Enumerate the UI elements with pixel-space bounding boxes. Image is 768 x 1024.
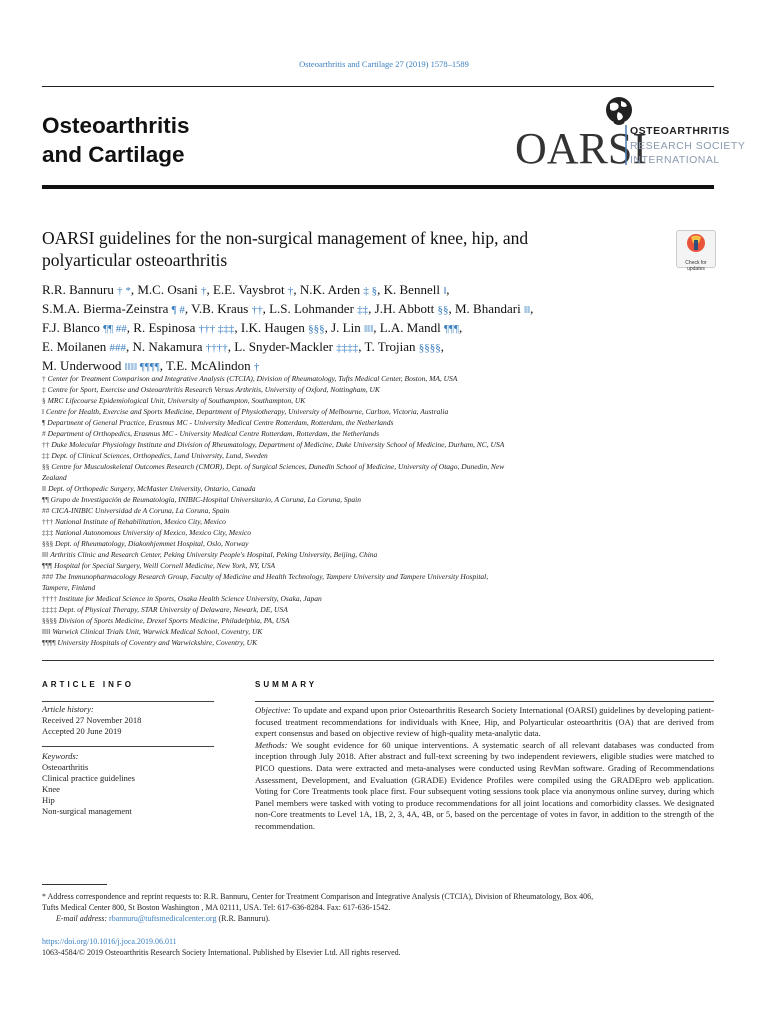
affiliation-marker[interactable]: §§ xyxy=(437,304,449,316)
author-name: , V.B. Kraus xyxy=(184,301,252,316)
methods-text: We sought evidence for 60 unique interventions. A systematic search of all relevant databases was conducted from inception through July 2018. After abstract and full-text screening by two independent reviewers, eligible studies were matched to PICO questions. Data were extracted and meta-analyses were conducted using RevMan software. Grading of Recommendations Assessment, Development, and Evaluation (GRADE) Evidence Profiles were compiled using the GRADEpro web application. Voting for Core Treatments took place first. Four subsequent voting sessions took place via anonymous online survey, during which Panel members were tasked with voting to produce recommendations for all joint locations and comorbidity classes. We designated non-Core treatments to Level 1A, 1B, 2, 3, 4A, 4B, or 5, based on the percentage of votes in favor, in addition to the strength of the recommendation. xyxy=(255,739,714,831)
affiliation-marker[interactable]: † xyxy=(287,285,294,297)
article-title-line1: OARSI guidelines for the non-surgical management of knee, hip, and xyxy=(42,228,529,248)
affiliation-marker: ‖‖ xyxy=(42,484,49,493)
affiliation-marker[interactable]: ‖‖ xyxy=(523,304,531,316)
logo-line3: INTERNATIONAL xyxy=(630,154,720,166)
author-name: F.J. Blanco xyxy=(42,320,104,335)
affiliation-text: Dept. of Clinical Sciences, Orthopedics, Lund University, Lund, Sweden xyxy=(51,451,268,460)
email-label: E-mail address: xyxy=(56,914,108,923)
affiliation-item xyxy=(42,527,622,538)
affiliation-item xyxy=(42,538,622,549)
affiliation-item xyxy=(42,560,622,571)
affiliation-marker[interactable]: §§§§ xyxy=(418,342,441,354)
affiliation-text: Centre for Musculoskeletal Outcomes Research (CMOR), Dept. of Surgical Sciences, Dunedin School of Medicine, University of Otago, Dunedin, New xyxy=(51,462,505,471)
affiliation-marker: # xyxy=(42,429,48,438)
header-rule xyxy=(42,86,714,87)
keywords-block xyxy=(42,751,135,817)
author-name: , J.H. Abbott xyxy=(368,301,438,316)
affiliation-item xyxy=(42,461,622,472)
keyword: Clinical practice guidelines xyxy=(42,773,135,783)
affiliation-text: Department of General Practice, Erasmus MC - University Medical Centre Rotterdam, Rotterdam, the Netherlands xyxy=(47,418,394,427)
author-name: R.R. Bannuru xyxy=(42,282,118,297)
crossmark-line1: Check for xyxy=(685,260,707,266)
author-name: S.M.A. Bierma-Zeinstra xyxy=(42,301,172,316)
affiliation-text: Arthritis Clinic and Research Center, Peking University People's Hospital, Peking University, Beijing, China xyxy=(50,550,378,559)
journal-title xyxy=(42,111,190,169)
objective-paragraph xyxy=(255,705,714,740)
keyword: Knee xyxy=(42,784,60,794)
affiliation-marker: ¶ xyxy=(42,418,48,427)
author-name: , T.E. McAlindon xyxy=(159,358,254,373)
affiliation-item xyxy=(42,604,622,615)
section-rule xyxy=(42,660,714,661)
author-name: M. Underwood xyxy=(42,358,125,373)
journal-citation: Osteoarthritis and Cartilage 27 (2019) 1578–1589 xyxy=(299,59,469,69)
methods-paragraph xyxy=(255,740,714,833)
affiliation-marker: ‖ xyxy=(42,407,46,416)
author-name: , M.C. Osani xyxy=(130,282,201,297)
author-line xyxy=(42,338,682,357)
author-name: , xyxy=(458,320,463,335)
affiliation-text: Grupo de Investigación de Reumatología, INIBIC-Hospital Universitario, A Coruna, La Coruna, Spain xyxy=(50,495,362,504)
affiliation-text: Center for Treatment Comparison and Integrative Analysis (CTCIA), Division of Rheumatology, Tufts Medical Center, Boston, MA, USA xyxy=(47,374,458,383)
article-info-heading: ARTICLE INFO xyxy=(42,680,134,689)
article-history xyxy=(42,704,141,737)
affiliation-text: University Hospitals of Coventry and Warwickshire, Coventry, UK xyxy=(57,638,258,647)
affiliation-item xyxy=(42,483,622,494)
affiliation-marker: §§§ xyxy=(42,539,56,548)
received-date: Received 27 November 2018 xyxy=(42,715,142,725)
affiliation-marker[interactable]: ‡‡ xyxy=(357,304,369,316)
check-for-updates-button[interactable] xyxy=(676,230,716,272)
affiliation-item xyxy=(42,505,622,516)
footnote-line2: Tufts Medical Center 800, St Boston Washington , MA 02111, USA. Tel: 617-636-8284. Fax: 617-636-1542. xyxy=(42,903,391,912)
objective-label: Objective: xyxy=(255,705,291,715)
footnote-rule xyxy=(42,884,107,885)
author-list xyxy=(42,281,682,376)
keyword: Non-surgical management xyxy=(42,806,132,816)
affiliations-list xyxy=(42,373,622,648)
affiliation-item xyxy=(42,406,622,417)
affiliation-text: Hospital for Special Surgery, Weill Cornell Medicine, New York, NY, USA xyxy=(54,561,276,570)
author-name: , L.S. Lohmander xyxy=(262,301,358,316)
summary-rule xyxy=(255,701,714,702)
affiliation-text: The Immunopharmacology Research Group, Faculty of Medicine and Health Technology, Tampere University and Tampere University Hospital, xyxy=(55,572,489,581)
author-name: E. Moilanen xyxy=(42,339,110,354)
affiliation-text: Warwick Clinical Trials Unit, Warwick Medical School, Coventry, UK xyxy=(52,627,263,636)
affiliation-text: Duke Molecular Physiology Institute and Division of Rheumatology, Department of Medicine, Duke University School of Medicine, Durham, NC, USA xyxy=(51,440,505,449)
affiliation-text: National Institute of Rehabilitation, Mexico City, Mexico xyxy=(55,517,226,526)
methods-label: Methods: xyxy=(255,739,288,750)
affiliation-text: Division of Sports Medicine, Drexel Sports Medicine, Philadelphia, PA, USA xyxy=(58,616,290,625)
affiliation-text: Department of Orthopedics, Erasmus MC - University Medical Centre Rotterdam, Rotterdam, the Netherlands xyxy=(47,429,380,438)
affiliation-item xyxy=(42,472,622,483)
affiliation-marker[interactable]: † xyxy=(200,285,207,297)
affiliation-item xyxy=(42,549,622,560)
affiliation-marker: § xyxy=(42,396,48,405)
author-name: , T. Trojian xyxy=(358,339,419,354)
affiliation-marker[interactable]: † xyxy=(253,361,260,373)
affiliation-marker: §§ xyxy=(42,462,52,471)
author-name: , N. Nakamura xyxy=(126,339,206,354)
affiliation-item xyxy=(42,516,622,527)
affiliation-marker: ## xyxy=(42,506,52,515)
affiliation-marker: † xyxy=(42,374,48,383)
author-name: , N.K. Arden xyxy=(293,282,364,297)
article-info-rule xyxy=(42,701,214,702)
affiliation-item xyxy=(42,417,622,428)
affiliation-text: National Autonomous University of Mexico, Mexico City, Mexico xyxy=(55,528,251,537)
affiliation-marker[interactable]: ¶¶ ## xyxy=(103,323,127,335)
author-line xyxy=(42,300,682,319)
author-name: , xyxy=(440,339,445,354)
affiliation-item xyxy=(42,373,622,384)
affiliation-marker[interactable]: † xyxy=(117,285,126,297)
article-title-line2: polyarticular osteoarthritis xyxy=(42,250,228,270)
affiliation-marker[interactable]: †† xyxy=(251,304,263,316)
affiliation-marker: ††† xyxy=(42,517,56,526)
affiliation-text: MRC Lifecourse Epidemiological Unit, University of Southampton, Southampton, UK xyxy=(47,396,306,405)
accepted-date: Accepted 20 June 2019 xyxy=(42,726,122,736)
doi-link[interactable]: https://doi.org/10.1016/j.joca.2019.06.011 xyxy=(42,937,177,946)
affiliation-item xyxy=(42,494,622,505)
history-label: Article history: xyxy=(42,704,94,714)
affiliation-marker[interactable]: ††† ‡‡‡ xyxy=(198,323,235,335)
affiliation-marker: ¶¶ xyxy=(42,495,51,504)
affiliation-marker: ‡‡‡ xyxy=(42,528,56,537)
affiliation-marker[interactable]: §§§ xyxy=(308,323,325,335)
email-suffix: (R.R. Bannuru). xyxy=(216,914,270,923)
affiliation-item xyxy=(42,626,622,637)
affiliation-marker[interactable]: ‖‖‖ xyxy=(363,323,374,335)
crossmark-line2: updates xyxy=(687,266,705,272)
correspondence-footnote xyxy=(42,891,714,924)
affiliation-text: Institute for Medical Science in Sports, Osaka Health Science University, Osaka, Japan xyxy=(58,594,322,603)
summary-text xyxy=(255,705,714,833)
author-name: , K. Bennell xyxy=(377,282,444,297)
affiliation-marker: ¶¶¶¶ xyxy=(42,638,58,647)
affiliation-marker[interactable]: ‡ § xyxy=(363,285,378,297)
author-name: , E.E. Vaysbrot xyxy=(206,282,288,297)
author-line xyxy=(42,319,682,338)
affiliation-item xyxy=(42,439,622,450)
affiliation-marker[interactable]: ### xyxy=(109,342,127,354)
author-name: , xyxy=(446,282,450,297)
affiliation-text: Dept. of Physical Therapy, STAR University of Delaware, Newark, DE, USA xyxy=(58,605,288,614)
affiliation-marker: ‡ xyxy=(42,385,48,394)
affiliation-item xyxy=(42,395,622,406)
author-name: , xyxy=(530,301,534,316)
author-name: , J. Lin xyxy=(324,320,364,335)
keywords-label: Keywords: xyxy=(42,751,79,761)
affiliation-marker[interactable]: * xyxy=(125,285,131,297)
affiliation-marker: ‡‡‡‡ xyxy=(42,605,59,614)
author-name: , I.K. Haugen xyxy=(234,320,309,335)
affiliation-text: Zealand xyxy=(42,473,67,482)
affiliation-text: Centre for Sport, Exercise and Osteoarthritis Research Versus Arthritis, University of Oxford, Nottingham, UK xyxy=(47,385,380,394)
affiliation-marker: §§§§ xyxy=(42,616,59,625)
affiliation-text: Centre for Health, Exercise and Sports Medicine, Department of Physiotherapy, University of Melbourne, Carlton, Victoria, Australia xyxy=(45,407,449,416)
logo-mark: OARSI xyxy=(515,124,648,173)
keyword: Osteoarthritis xyxy=(42,762,89,772)
author-name: , L. Snyder-Mackler xyxy=(227,339,337,354)
affiliation-item xyxy=(42,582,622,593)
affiliation-item xyxy=(42,615,622,626)
affiliation-marker: †† xyxy=(42,440,52,449)
affiliation-marker[interactable]: ‖‖‖‖ ¶¶¶¶ xyxy=(124,361,160,373)
affiliation-marker: ‡‡ xyxy=(42,451,52,460)
affiliation-marker[interactable]: †††† xyxy=(205,342,228,354)
article-title xyxy=(42,227,652,271)
affiliation-item xyxy=(42,450,622,461)
affiliation-marker: ‖‖‖ xyxy=(42,550,51,559)
keyword: Hip xyxy=(42,795,55,805)
affiliation-marker[interactable]: ¶ # xyxy=(171,304,185,316)
author-name: , L.A. Mandl xyxy=(373,320,444,335)
author-line xyxy=(42,281,682,300)
objective-text: To update and expand upon prior Osteoarthritis Research Society International (OARSI) guidelines by developing patient-focused treatment recommendations for individuals with Knee, Hip, and Polyarticular osteoarthritis (OA) that are derived from expert consensus and based on objective review of high-quality meta-analytic data. xyxy=(255,705,714,739)
affiliation-marker: ‖‖‖‖ xyxy=(42,627,53,636)
copyright-line: 1063-4584/© 2019 Osteoarthritis Research Society International. Published by Elsevier Ltd. All rights reserved. xyxy=(42,948,401,957)
affiliation-text: Dept. of Rheumatology, Diakonhjemmet Hospital, Oslo, Norway xyxy=(55,539,249,548)
affiliation-item xyxy=(42,428,622,439)
affiliation-item xyxy=(42,384,622,395)
affiliation-marker[interactable]: ¶¶¶ xyxy=(444,323,459,335)
globe-icon xyxy=(606,97,632,124)
affiliation-text: Tampere, Finland xyxy=(42,583,96,592)
author-name: , M. Bhandari xyxy=(448,301,524,316)
author-name: , R. Espinosa xyxy=(126,320,199,335)
affiliation-item xyxy=(42,571,622,582)
journal-title-line2: and Cartilage xyxy=(42,142,185,167)
crossmark-icon xyxy=(677,231,715,255)
affiliation-text: CICA-INIBIC Universidad de A Coruna, La Coruna, Spain xyxy=(51,506,230,515)
affiliation-item xyxy=(42,593,622,604)
logo-line1: OSTEOARTHRITIS xyxy=(630,125,730,137)
logo-line2: RESEARCH SOCIETY xyxy=(630,140,746,152)
affiliation-marker[interactable]: ‡‡‡‡ xyxy=(336,342,359,354)
summary-heading: SUMMARY xyxy=(255,680,318,689)
journal-title-line1: Osteoarthritis xyxy=(42,113,190,138)
affiliation-marker: †††† xyxy=(42,594,59,603)
keywords-rule xyxy=(42,746,214,747)
affiliation-marker: ### xyxy=(42,572,56,581)
header-thick-rule xyxy=(42,185,714,189)
email-link[interactable]: rbannuru@tuftsmedicalcenter.org xyxy=(109,914,217,923)
affiliation-item xyxy=(42,637,622,648)
oarsi-logo xyxy=(515,95,746,173)
footnote-line1: * Address correspondence and reprint requests to: R.R. Bannuru, Center for Treatment Comparison and Integrative Analysis (CTCIA), Division of Rheumatology, Box 406, xyxy=(42,892,594,901)
affiliation-marker[interactable]: ‖ xyxy=(443,285,447,297)
affiliation-marker: ¶¶¶ xyxy=(42,561,55,570)
affiliation-text: Dept. of Orthopedic Surgery, McMaster University, Ontario, Canada xyxy=(48,484,256,493)
